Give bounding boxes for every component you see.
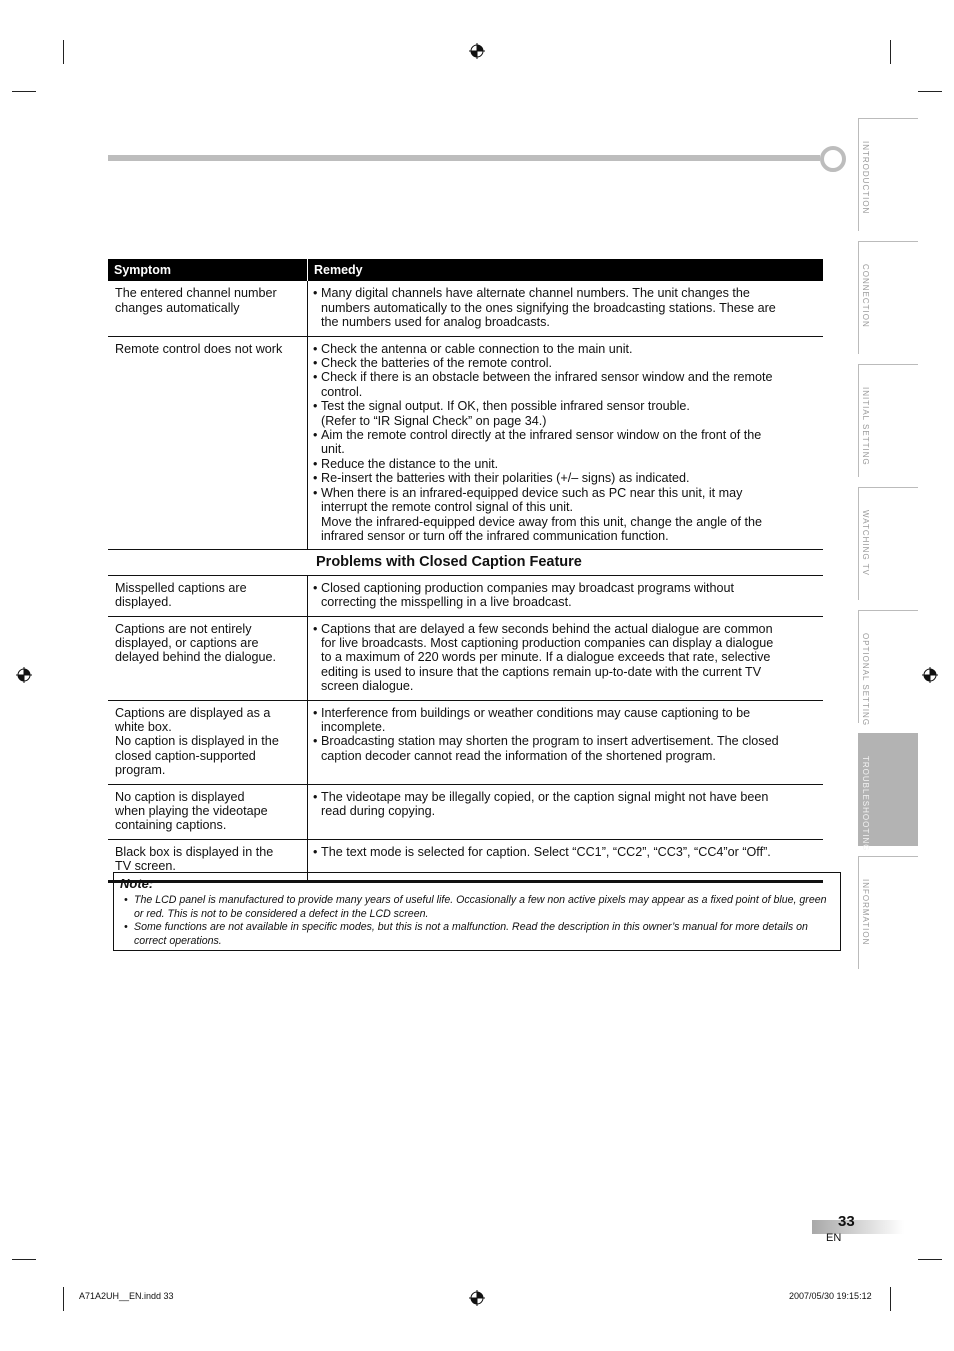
- crop-mark: [918, 91, 942, 92]
- remedy-line: for live broadcasts. Most captioning production companies can display a dialogue: [321, 635, 774, 650]
- remedy-line: incomplete.: [321, 719, 386, 734]
- remedy-cell: [308, 616, 824, 700]
- remedy-header: Remedy: [308, 259, 824, 281]
- remedy-cell: [308, 575, 824, 616]
- note-item: • The LCD panel is manufactured to provide many years of useful life. Occasionally a few non active pixels may appear as a fixed point of blue, green or red. This is not to be considered a defect in the LCD screen.: [124, 894, 830, 921]
- symptom-line: The entered channel number: [115, 286, 277, 301]
- symptom-cell: [108, 784, 308, 839]
- remedy-line: • Closed captioning production companies may broadcast programs without: [321, 580, 735, 595]
- section-row: [108, 550, 823, 575]
- tab-label: CONNECTION: [861, 264, 870, 328]
- remedy-item: [313, 428, 816, 457]
- remedy-item: [313, 457, 816, 471]
- symptom-line: program.: [115, 763, 166, 778]
- remedy-line: • Check the batteries of the remote control.: [321, 356, 553, 371]
- remedy-item: [313, 471, 816, 485]
- tab-label: INFORMATION: [861, 879, 870, 946]
- tab-troubleshooting[interactable]: [858, 733, 918, 852]
- symptom-line: closed caption-supported: [115, 748, 256, 763]
- symptom-line: No caption is displayed in the: [115, 734, 279, 749]
- tab-label: WATCHING TV: [861, 510, 870, 576]
- symptom-cell: [108, 616, 308, 700]
- cc-table-body: [108, 575, 823, 881]
- remedy-line: • Aim the remote control directly at the infrared sensor window on the front of the: [321, 428, 762, 443]
- table-row: [108, 616, 823, 700]
- registration-mark-icon: [922, 667, 938, 683]
- symptom-line: displayed.: [115, 595, 172, 610]
- symptom-line: when playing the videotape: [115, 804, 268, 818]
- symptom-line: Remote control does not work: [115, 341, 283, 356]
- remedy-list: [313, 706, 816, 764]
- remedy-line: • The videotape may be illegally copied, or the caption signal might not have been: [321, 789, 769, 804]
- note-item: • Some functions are not available in specific modes, but this is not a malfunction. Read the description in this owner’s manual for more details on correct operations.: [124, 921, 830, 948]
- tab-optional-setting[interactable]: [858, 610, 918, 727]
- remedy-item: [313, 286, 816, 329]
- remedy-item: [313, 845, 816, 859]
- table-row: [108, 281, 823, 336]
- symptom-cell: [108, 336, 308, 550]
- crop-mark: [63, 1287, 64, 1311]
- symptom-cell: [108, 700, 308, 784]
- remedy-list: [313, 845, 816, 859]
- symptom-line: containing captions.: [115, 818, 227, 833]
- crop-mark: [63, 40, 64, 64]
- header-ring-icon: [820, 146, 846, 172]
- tab-label: OPTIONAL SETTING: [861, 633, 870, 727]
- footer-filename: A71A2UH__EN.indd 33: [79, 1291, 174, 1301]
- remedy-line: Move the infrared-equipped device away from this unit, change the angle of the: [321, 514, 763, 529]
- remedy-item: [313, 399, 816, 428]
- remedy-list: [313, 286, 816, 329]
- remedy-line: read during copying.: [321, 804, 436, 818]
- remedy-line: the numbers used for analog broadcasts.: [321, 315, 550, 330]
- page-number: 33: [838, 1213, 855, 1230]
- remedy-line: • When there is an infrared-equipped device such as PC near this unit, it may: [321, 485, 743, 500]
- footer-timestamp: 2007/05/30 19:15:12: [789, 1291, 872, 1301]
- remedy-cell: [308, 336, 824, 550]
- table-row: [108, 784, 823, 839]
- remedy-list: [313, 790, 816, 819]
- remedy-item: [313, 342, 816, 356]
- remedy-list: [313, 581, 816, 610]
- table-row: [108, 700, 823, 784]
- remedy-list: [313, 342, 816, 544]
- registration-mark-icon: [16, 667, 32, 683]
- symptom-header: Symptom: [108, 259, 308, 281]
- tab-label: INTRODUCTION: [861, 141, 870, 215]
- table-header-row: [108, 259, 823, 281]
- remedy-line: (Refer to “IR Signal Check” on page 34.): [321, 413, 547, 428]
- symptom-cell: [108, 281, 308, 336]
- remedy-line: • Broadcasting station may shorten the program to insert advertisement. The closed: [321, 734, 779, 749]
- symptom-line: delayed behind the dialogue.: [115, 650, 277, 665]
- table-row: [108, 336, 823, 550]
- tab-information[interactable]: [858, 856, 918, 969]
- remedy-item: [313, 356, 816, 370]
- remedy-list: [313, 622, 816, 694]
- section-title: Problems with Closed Caption Feature: [108, 550, 823, 575]
- crop-mark: [890, 1287, 891, 1311]
- symptom-line: TV screen.: [115, 859, 176, 874]
- remedy-item: [313, 622, 816, 694]
- remedy-line: correcting the misspelling in a live broadcast.: [321, 595, 572, 610]
- crop-mark: [12, 1259, 36, 1260]
- tab-connection[interactable]: [858, 241, 918, 354]
- symptom-line: white box.: [115, 719, 172, 734]
- remedy-item: [313, 581, 816, 610]
- tab-label: TROUBLESHOOTING: [861, 756, 870, 852]
- section-tabs: [858, 118, 918, 979]
- symptom-line: No caption is displayed: [115, 789, 245, 804]
- remedy-item: [313, 790, 816, 819]
- note-box: [113, 872, 841, 951]
- remedy-item: [313, 486, 816, 544]
- remedy-item: [313, 370, 816, 399]
- remedy-line: • Check the antenna or cable connection to the main unit.: [321, 341, 633, 356]
- table-body: [108, 281, 823, 549]
- language-code: EN: [826, 1232, 842, 1244]
- crop-mark: [918, 1259, 942, 1260]
- symptom-cell: [108, 575, 308, 616]
- table-row: [108, 575, 823, 616]
- registration-mark-icon: [469, 43, 485, 59]
- remedy-cell: [308, 281, 824, 336]
- crop-mark: [890, 40, 891, 64]
- remedy-line: • Re-insert the batteries with their polarities (+/– signs) as indicated.: [321, 471, 690, 486]
- remedy-line: interrupt the remote control signal of this unit.: [321, 500, 574, 515]
- remedy-line: • Captions that are delayed a few seconds behind the actual dialogue are common: [321, 621, 773, 636]
- note-title: Note:: [120, 876, 154, 891]
- remedy-line: • The text mode is selected for caption. Select “CC1”, “CC2”, “CC3”, “CC4”or “Off”.: [321, 844, 771, 859]
- remedy-item: [313, 734, 816, 763]
- header-rule: [108, 155, 820, 161]
- remedy-cell: [308, 784, 824, 839]
- remedy-line: • Many digital channels have alternate channel numbers. The unit changes the: [321, 286, 750, 301]
- remedy-line: • Check if there is an obstacle between the infrared sensor window and the remote: [321, 370, 773, 385]
- troubleshooting-table: [108, 259, 823, 883]
- remedy-line: editing is used to insure that the captions remain up-to-date with the current TV: [321, 664, 762, 679]
- tab-watching-tv[interactable]: [858, 487, 918, 600]
- remedy-line: control.: [321, 384, 363, 399]
- registration-mark-icon: [469, 1290, 485, 1306]
- remedy-line: • Interference from buildings or weather conditions may cause captioning to be: [321, 705, 751, 720]
- remedy-line: unit.: [321, 442, 345, 457]
- symptom-line: changes automatically: [115, 300, 240, 315]
- remedy-cell: [308, 700, 824, 784]
- remedy-item: [313, 706, 816, 735]
- remedy-line: numbers automatically to the ones signifying the broadcasting stations. These are: [321, 300, 776, 315]
- remedy-line: • Test the signal output. If OK, then possible infrared sensor trouble.: [321, 399, 690, 414]
- remedy-line: to a maximum of 220 words per minute. If a dialogue exceeds that rate, selective: [321, 650, 771, 665]
- note-list: [124, 894, 830, 948]
- remedy-line: caption decoder cannot read the information of the shortened program.: [321, 748, 716, 763]
- remedy-line: • Reduce the distance to the unit.: [321, 456, 499, 471]
- symptom-line: Misspelled captions are: [115, 580, 247, 595]
- crop-mark: [12, 91, 36, 92]
- tab-label: INITIAL SETTING: [861, 387, 870, 466]
- remedy-line: screen dialogue.: [321, 679, 414, 694]
- symptom-line: Captions are not entirely: [115, 621, 252, 636]
- symptom-line: Black box is displayed in the: [115, 844, 274, 859]
- symptom-line: displayed, or captions are: [115, 635, 259, 650]
- tab-introduction[interactable]: [858, 118, 918, 231]
- remedy-line: infrared sensor or turn off the infrared communication function.: [321, 528, 669, 543]
- symptom-line: Captions are displayed as a: [115, 705, 271, 720]
- tab-initial-setting[interactable]: [858, 364, 918, 477]
